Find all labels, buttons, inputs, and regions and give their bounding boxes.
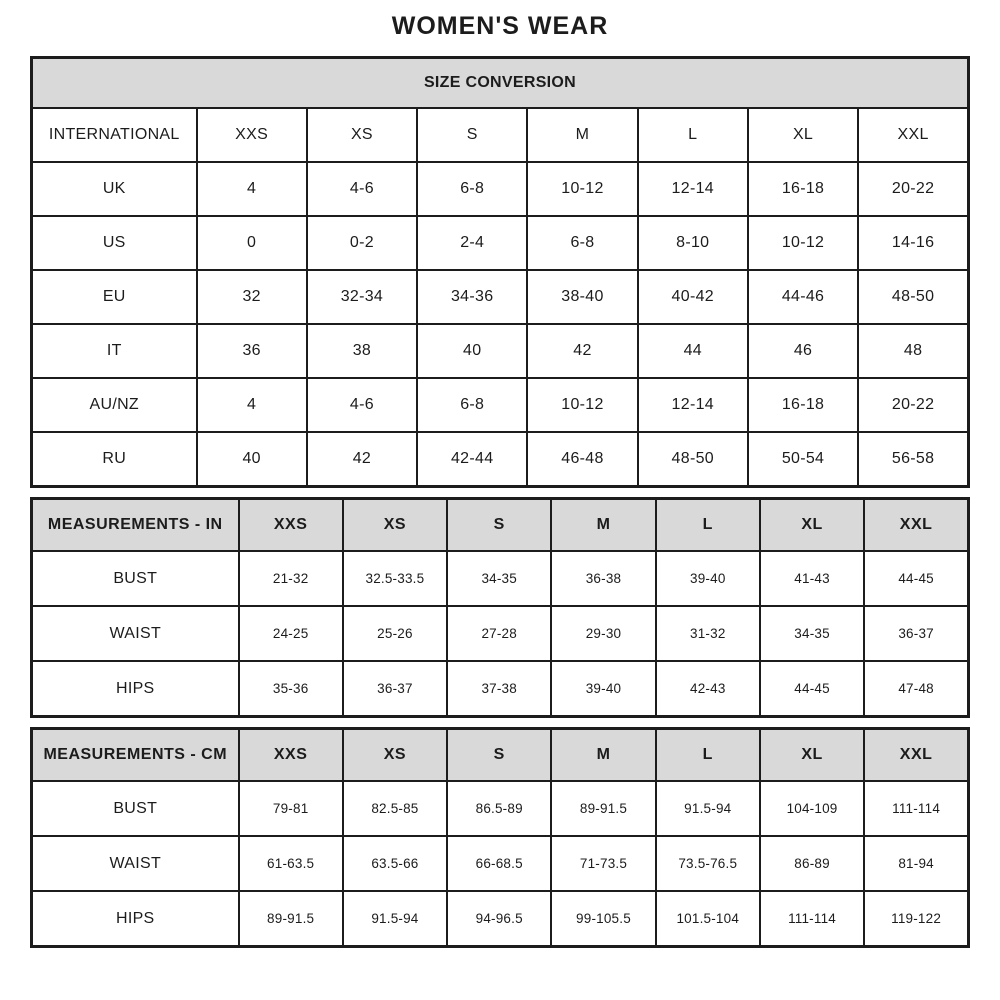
- measurements-in-header-label: MEASUREMENTS - IN: [32, 499, 239, 552]
- measurement-cell: 89-91.5: [551, 781, 655, 836]
- size-cell: 36: [197, 324, 307, 378]
- size-cell: 12-14: [638, 378, 748, 432]
- measurement-cell: 111-114: [760, 891, 864, 947]
- size-header-cell: L: [656, 499, 760, 552]
- size-cell: 40-42: [638, 270, 748, 324]
- size-header-cell: L: [656, 729, 760, 782]
- size-cell: 4: [197, 378, 307, 432]
- size-cell: 8-10: [638, 216, 748, 270]
- measurement-cell: 81-94: [864, 836, 968, 891]
- row-label-us: US: [32, 216, 197, 270]
- table-row-hips-cm: [32, 891, 969, 947]
- size-cell: 32-34: [307, 270, 417, 324]
- size-cell: 42: [307, 432, 417, 487]
- table-row-waist-cm: [32, 836, 969, 891]
- row-label-hips: HIPS: [32, 661, 239, 717]
- measurement-cell: 44-45: [864, 551, 968, 606]
- table-row-eu: [32, 270, 969, 324]
- size-cell: 32: [197, 270, 307, 324]
- size-header-cell: XXL: [864, 499, 968, 552]
- measurement-cell: 61-63.5: [239, 836, 343, 891]
- page-title: WOMEN'S WEAR: [391, 12, 609, 40]
- measurement-cell: 99-105.5: [551, 891, 655, 947]
- size-header-cell: XXS: [239, 729, 343, 782]
- table-row-hips-in: [32, 661, 969, 717]
- measurement-cell: 89-91.5: [239, 891, 343, 947]
- size-cell: 10-12: [527, 378, 637, 432]
- size-cell: 48-50: [638, 432, 748, 487]
- size-cell: 4: [197, 162, 307, 216]
- row-label-it: IT: [32, 324, 197, 378]
- measurement-cell: 36-37: [864, 606, 968, 661]
- size-cell: 10-12: [527, 162, 637, 216]
- measurement-cell: 34-35: [447, 551, 551, 606]
- size-cell: M: [527, 108, 637, 162]
- measurement-cell: 31-32: [656, 606, 760, 661]
- size-cell: 10-12: [748, 216, 858, 270]
- size-cell: 20-22: [858, 162, 968, 216]
- measurement-cell: 27-28: [447, 606, 551, 661]
- size-cell: 40: [197, 432, 307, 487]
- measurements-cm-header-label: MEASUREMENTS - CM: [32, 729, 239, 782]
- table-row-it: [32, 324, 969, 378]
- row-label-hips: HIPS: [32, 891, 239, 947]
- size-cell: 12-14: [638, 162, 748, 216]
- measurements-in-header-row: [32, 499, 969, 552]
- table-row-bust-in: [32, 551, 969, 606]
- size-conversion-header-row: [32, 58, 969, 109]
- size-cell: 4-6: [307, 378, 417, 432]
- measurements-in-table: [30, 497, 970, 718]
- measurement-cell: 66-68.5: [447, 836, 551, 891]
- row-label-international: INTERNATIONAL: [32, 108, 197, 162]
- measurement-cell: 101.5-104: [656, 891, 760, 947]
- table-row-international: [32, 108, 969, 162]
- measurement-cell: 111-114: [864, 781, 968, 836]
- size-cell: L: [638, 108, 748, 162]
- measurement-cell: 79-81: [239, 781, 343, 836]
- size-cell: 20-22: [858, 378, 968, 432]
- row-label-ru: RU: [32, 432, 197, 487]
- measurement-cell: 35-36: [239, 661, 343, 717]
- size-header-cell: XXS: [239, 499, 343, 552]
- measurement-cell: 104-109: [760, 781, 864, 836]
- table-row-uk: [32, 162, 969, 216]
- measurement-cell: 91.5-94: [343, 891, 447, 947]
- size-cell: 0-2: [307, 216, 417, 270]
- size-cell: 48-50: [858, 270, 968, 324]
- measurements-cm-table: [30, 727, 970, 948]
- size-cell: 42-44: [417, 432, 527, 487]
- measurement-cell: 63.5-66: [343, 836, 447, 891]
- row-label-bust: BUST: [32, 781, 239, 836]
- measurement-cell: 24-25: [239, 606, 343, 661]
- size-cell: 46: [748, 324, 858, 378]
- size-cell: 6-8: [417, 162, 527, 216]
- size-cell: XS: [307, 108, 417, 162]
- size-cell: 40: [417, 324, 527, 378]
- measurement-cell: 82.5-85: [343, 781, 447, 836]
- measurement-cell: 71-73.5: [551, 836, 655, 891]
- measurement-cell: 41-43: [760, 551, 864, 606]
- size-cell: 38-40: [527, 270, 637, 324]
- size-header-cell: XS: [343, 729, 447, 782]
- size-cell: 56-58: [858, 432, 968, 487]
- measurement-cell: 34-35: [760, 606, 864, 661]
- size-header-cell: M: [551, 499, 655, 552]
- measurements-cm-header-row: [32, 729, 969, 782]
- size-cell: 34-36: [417, 270, 527, 324]
- size-cell: 6-8: [527, 216, 637, 270]
- size-header-cell: M: [551, 729, 655, 782]
- table-row-us: [32, 216, 969, 270]
- size-cell: S: [417, 108, 527, 162]
- size-cell: 46-48: [527, 432, 637, 487]
- row-label-uk: UK: [32, 162, 197, 216]
- size-cell: 44: [638, 324, 748, 378]
- size-cell: 16-18: [748, 378, 858, 432]
- size-header-cell: XL: [760, 499, 864, 552]
- size-cell: 6-8: [417, 378, 527, 432]
- measurement-cell: 73.5-76.5: [656, 836, 760, 891]
- size-header-cell: XL: [760, 729, 864, 782]
- row-label-waist: WAIST: [32, 606, 239, 661]
- size-header-cell: S: [447, 499, 551, 552]
- size-header-cell: XXL: [864, 729, 968, 782]
- size-cell: 44-46: [748, 270, 858, 324]
- measurement-cell: 119-122: [864, 891, 968, 947]
- measurement-cell: 94-96.5: [447, 891, 551, 947]
- measurement-cell: 25-26: [343, 606, 447, 661]
- size-cell: 4-6: [307, 162, 417, 216]
- measurement-cell: 86.5-89: [447, 781, 551, 836]
- measurement-cell: 36-38: [551, 551, 655, 606]
- row-label-eu: EU: [32, 270, 197, 324]
- measurement-cell: 47-48: [864, 661, 968, 717]
- measurement-cell: 36-37: [343, 661, 447, 717]
- measurement-cell: 39-40: [656, 551, 760, 606]
- measurement-cell: 32.5-33.5: [343, 551, 447, 606]
- row-label-bust: BUST: [32, 551, 239, 606]
- measurement-cell: 91.5-94: [656, 781, 760, 836]
- size-header-cell: XS: [343, 499, 447, 552]
- measurement-cell: 21-32: [239, 551, 343, 606]
- size-conversion-table: [30, 56, 970, 488]
- size-cell: XXS: [197, 108, 307, 162]
- measurement-cell: 29-30: [551, 606, 655, 661]
- size-header-cell: S: [447, 729, 551, 782]
- row-label-aunz: AU/NZ: [32, 378, 197, 432]
- size-cell: 38: [307, 324, 417, 378]
- size-cell: 48: [858, 324, 968, 378]
- measurement-cell: 39-40: [551, 661, 655, 717]
- table-row-waist-in: [32, 606, 969, 661]
- table-row-ru: [32, 432, 969, 487]
- size-cell: XXL: [858, 108, 968, 162]
- measurement-cell: 42-43: [656, 661, 760, 717]
- size-cell: XL: [748, 108, 858, 162]
- size-cell: 16-18: [748, 162, 858, 216]
- size-cell: 42: [527, 324, 637, 378]
- size-cell: 50-54: [748, 432, 858, 487]
- table-row-bust-cm: [32, 781, 969, 836]
- size-conversion-header: SIZE CONVERSION: [32, 58, 969, 109]
- table-row-aunz: [32, 378, 969, 432]
- row-label-waist: WAIST: [32, 836, 239, 891]
- measurement-cell: 86-89: [760, 836, 864, 891]
- size-cell: 2-4: [417, 216, 527, 270]
- size-cell: 14-16: [858, 216, 968, 270]
- measurement-cell: 44-45: [760, 661, 864, 717]
- size-cell: 0: [197, 216, 307, 270]
- measurement-cell: 37-38: [447, 661, 551, 717]
